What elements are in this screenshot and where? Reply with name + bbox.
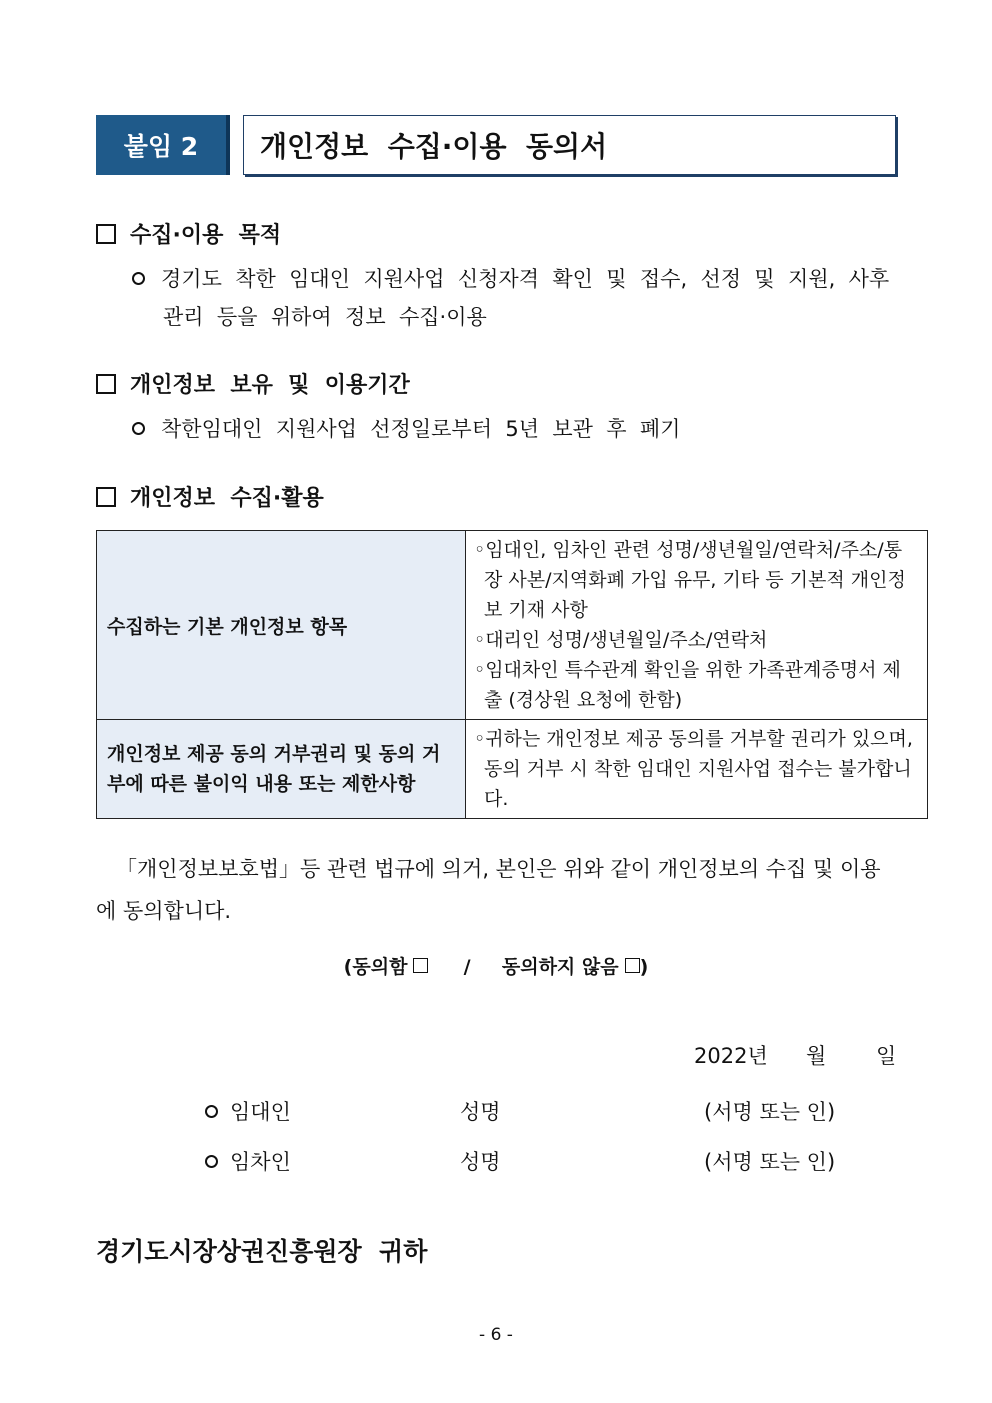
table-bullet: ◦임대차인 특수관계 확인을 위한 가족관계증명서 제출 (경상원 요청에 한함): [474, 659, 901, 711]
consent-statement: 「개인정보보호법」등 관련 법규에 의거, 본인은 위와 같이 개인정보의 수집 및 이용에 동의합니다.: [96, 857, 881, 923]
signer-role: 임대인: [230, 1100, 291, 1124]
retention-item: [132, 410, 680, 448]
signature-label: (서명 또는 인): [704, 1100, 836, 1124]
checkbox-square-icon: [96, 487, 116, 507]
choice-agree-label: (동의함: [343, 956, 408, 978]
signer-landlord: [205, 1096, 291, 1126]
consent-choice: [0, 952, 992, 979]
attachment-badge: 붙임 2: [96, 115, 230, 175]
page-title-text: 개인정보 수집·이용 동의서: [260, 130, 608, 163]
signer-tenant: [205, 1146, 291, 1176]
purpose-item-line-2: 관리 등을 위하여 정보 수집·이용: [163, 305, 487, 329]
section-retention-heading: [96, 368, 410, 399]
choice-disagree-label: 동의하지 않음: [501, 956, 619, 978]
section-heading-text: 수집·이용 목적: [130, 223, 282, 248]
circle-bullet-icon: [205, 1155, 218, 1168]
circle-bullet-icon: [132, 272, 145, 285]
choice-separator: /: [463, 956, 471, 978]
choice-close: ): [639, 956, 649, 978]
section-heading-text: 개인정보 보유 및 이용기간: [130, 373, 410, 398]
circle-bullet-icon: [132, 422, 145, 435]
table-row-label: 개인정보 제공 동의 거부권리 및 동의 거부에 따른 불이익 내용 또는 제한사항: [97, 720, 466, 819]
table-bullet: ◦귀하는 개인정보 제공 동의를 거부할 권리가 있으며, 동의 거부 시 착한 임대인 지원사업 접수는 불가합니다.: [474, 728, 913, 810]
date-month: 월: [806, 1044, 827, 1068]
purpose-item-line-1: 경기도 착한 임대인 지원사업 신청자격 확인 및 접수, 선정 및 지원, 사후: [161, 267, 890, 291]
table-row-label: 수집하는 기본 개인정보 항목: [97, 531, 466, 720]
date-year: 2022년: [694, 1044, 768, 1068]
retention-item-text: 착한임대인 지원사업 선정일로부터 5년 보관 후 폐기: [161, 417, 681, 441]
section-purpose-heading: [96, 218, 281, 249]
signature-label: (서명 또는 인): [704, 1150, 836, 1174]
table-bullet: ◦대리인 성명/생년월일/주소/연락처: [474, 629, 768, 651]
table-row-content: [466, 531, 928, 720]
personal-info-table: [96, 530, 928, 819]
recipient: 경기도시장상권진흥원장 귀하: [96, 1237, 428, 1266]
checkbox-square-icon: [96, 224, 116, 244]
circle-bullet-icon: [205, 1105, 218, 1118]
signer-name-label: 성명: [460, 1150, 501, 1174]
disagree-checkbox[interactable]: [625, 958, 640, 973]
table-row-content: [466, 720, 928, 819]
section-heading-text: 개인정보 수집·활용: [130, 486, 324, 511]
agree-checkbox[interactable]: [413, 958, 428, 973]
signer-name-label: 성명: [460, 1100, 501, 1124]
purpose-item: [132, 260, 889, 298]
checkbox-square-icon: [96, 374, 116, 394]
page-number: - 6 -: [479, 1325, 513, 1345]
table-row: [97, 720, 928, 819]
section-collection-heading: [96, 481, 324, 512]
signer-role: 임차인: [230, 1150, 291, 1174]
table-row: [97, 531, 928, 720]
table-bullet: ◦임대인, 임차인 관련 성명/생년월일/연락처/주소/통장 사본/지역화폐 가입 유무, 기타 등 기본적 개인정보 기재 사항: [474, 539, 906, 621]
date-day: 일: [876, 1044, 897, 1068]
page-title: [243, 115, 896, 175]
